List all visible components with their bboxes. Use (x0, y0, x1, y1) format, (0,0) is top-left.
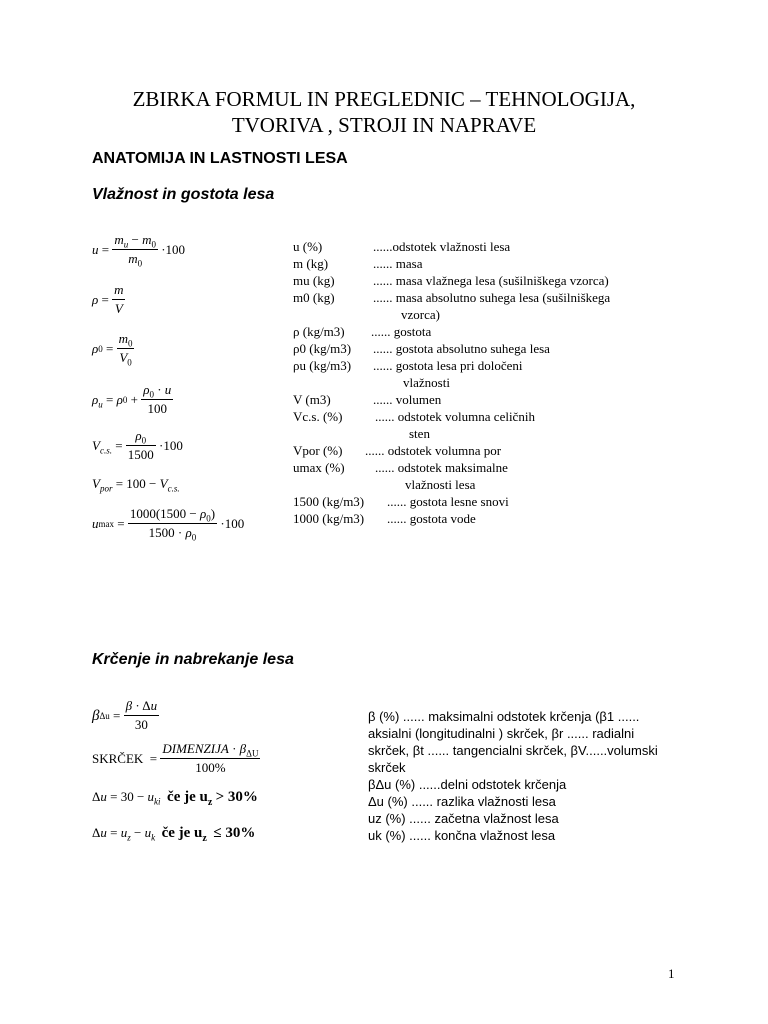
subheading-krcenje: Krčenje in nabrekanje lesa (92, 651, 294, 668)
legend-symbol: u (%) (293, 239, 323, 254)
legend-section-1 (293, 238, 610, 527)
legend-symbol: 1000 (kg/m3) (293, 511, 365, 526)
legend-symbol: umax (%) (293, 460, 345, 475)
page-number: 1 (668, 966, 675, 981)
document-title-line-1: ZBIRKA FORMUL IN PREGLEDNIC – TEHNOLOGIJA, (132, 87, 636, 111)
condition-1-value: > 30% (215, 789, 258, 805)
legend-description: vzorca) (401, 307, 440, 322)
dimenzija-label: DIMENZIJA (162, 741, 229, 756)
legend-description: ...... odstotek volumna celičnih (375, 409, 535, 424)
legend-line: uz (%) ...... začetna vlažnost lesa (368, 811, 559, 826)
formula-skrcek: SKRČEK = $\frac{DIMENZIJA \cdot \beta_{\Delta U}}{100\%}$ (92, 741, 259, 775)
legend-description: ...... odstotek volumna por (365, 443, 502, 458)
legend-description: ...... volumen (373, 392, 442, 407)
legend-symbol: 1500 (kg/m3) (293, 494, 365, 509)
legend-symbol: m (kg) (293, 256, 329, 271)
legend-description: ...... gostota lesa pri določeni (373, 358, 523, 373)
legend-description: ...... gostota lesne snovi (387, 494, 509, 509)
legend-description: ...... gostota (371, 324, 432, 339)
legend-line: βΔu (%) ......delni odstotek krčenja (368, 777, 567, 792)
legend-description: ...... masa vlažnega lesa (sušilniškega vzorca) (373, 273, 609, 288)
formula-cell-wall-volume: $V_{c.s.}$ = $\frac{\rho_0}{1500}$ ·100 (92, 428, 183, 462)
legend-description: ...... masa absolutno suhega lesa (sušilniškega (373, 290, 611, 305)
legend-symbol: Vpor (%) (293, 443, 343, 458)
legend-line: aksialni (longitudinalni ) skrček, βr ...... radialni (368, 726, 635, 741)
formula-dry-density: ρ 0 = $\frac{m_0}{V_0}$ (92, 331, 133, 368)
legend-line: skrček (368, 760, 406, 775)
section-heading-anatomija: ANATOMIJA IN LASTNOSTI LESA (92, 150, 348, 167)
legend-description: sten (409, 426, 430, 441)
legend-symbol: ρ0 (kg/m3) (293, 341, 352, 356)
legend-symbol: Vc.s. (%) (293, 409, 343, 424)
legend-line: skrček, βt ...... tangencialni skrček, βV......volumski (368, 743, 658, 758)
legend-description: ...... gostota absolutno suhega lesa (373, 341, 550, 356)
condition-2-text: če je u (161, 825, 203, 841)
document-title-line-2: TVORIVA , STROJI IN NAPRAVE (231, 113, 537, 137)
formula-max-moisture: u max = $\frac{1000(1500 - \rho_0)}{1500 \cdot \rho_0}$ ·100 (92, 506, 245, 543)
legend-symbol: m0 (kg) (293, 290, 335, 305)
legend-line: uk (%) ...... končna vlažnost lesa (368, 828, 556, 843)
legend-section-2 (368, 708, 708, 844)
legend-description: vlažnosti (403, 375, 450, 390)
legend-line: Δu (%) ...... razlika vlažnosti lesa (368, 794, 556, 809)
formula-moisture: u = $\frac{m_u - m_0}{m_0}$ ·100 (92, 232, 186, 269)
legend-description: vlažnosti lesa (405, 477, 476, 492)
legend-description: ......odstotek vlažnosti lesa (373, 239, 511, 254)
formula-du-above-fsp: Δ u = 30 − $u_{ki}$ če je u $_z$ > 30% (92, 789, 258, 808)
formula-pore-volume: $V_{por} = 100 - V_{c.s.}$ (92, 476, 180, 494)
percent-label: 100% (195, 760, 226, 775)
skrcek-label: SKRČEK (92, 750, 144, 766)
legend-description: ...... masa (373, 256, 423, 271)
legend-line: β (%) ...... maksimalni odstotek krčenja (β1 ...... (368, 709, 640, 724)
formula-density: ρ = $\frac{m}{V}$ (92, 282, 124, 316)
legend-symbol: ρu (kg/m3) (293, 358, 352, 373)
subheading-vlaznost: Vlažnost in gostota lesa (92, 186, 275, 203)
condition-2-value: ≤ 30% (213, 825, 256, 841)
legend-symbol: V (m3) (293, 392, 331, 407)
legend-description: ...... odstotek maksimalne (375, 460, 508, 475)
formula-density-at-moisture: $\rho_u$ = ρ 0 + $\frac{\rho_0 \cdot u}{100}$ (92, 382, 172, 416)
formula-partial-shrinkage: β Δu = $\frac{\beta \cdot \Delta u}{30}$ (92, 698, 158, 732)
condition-1-text: če je u (167, 789, 208, 805)
formula-du-below-fsp: Δ u = $u_z$ − $u_k$ če je u $_z$ ≤ 30% (92, 825, 256, 844)
legend-description: ...... gostota vode (387, 511, 476, 526)
legend-symbol: mu (kg) (293, 273, 335, 288)
legend-symbol: ρ (kg/m3) (293, 324, 345, 339)
